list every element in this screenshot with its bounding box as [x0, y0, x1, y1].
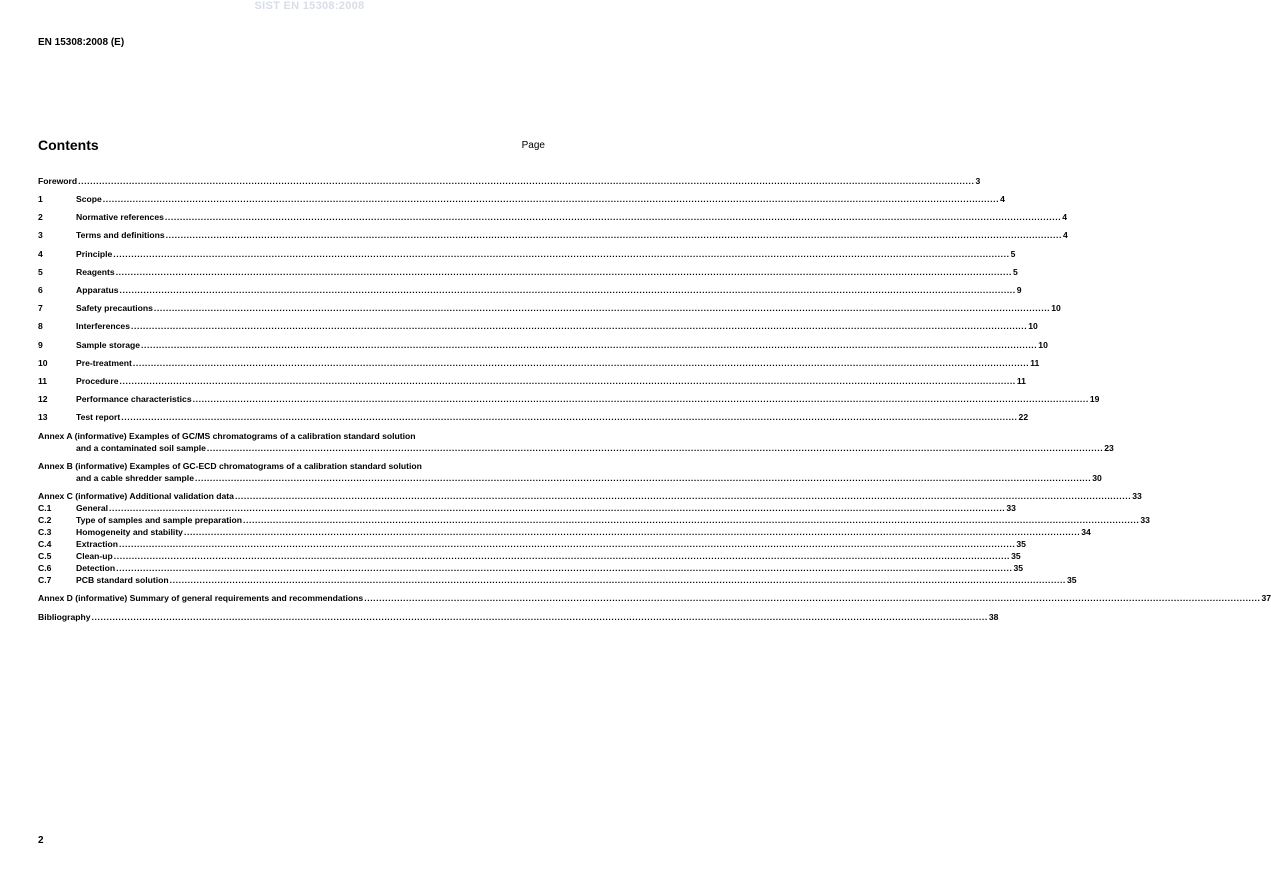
toc-entry-annex-a[interactable]: [76, 442, 1114, 454]
document-id: EN 15308:2008 (E): [38, 37, 125, 48]
toc-title: Terms and definitions: [76, 230, 165, 240]
toc-title: Scope: [76, 194, 102, 204]
toc-leader: ............................................................................................................................................................................................................................................................................................................: [115, 267, 1012, 277]
toc-title: Apparatus: [76, 285, 119, 295]
toc-title: Homogeneity and stability: [76, 527, 183, 537]
toc-entry-c6-detection[interactable]: [38, 562, 1024, 574]
toc-entry-sample-storage[interactable]: [38, 339, 1048, 351]
toc-leader: ............................................................................................................................................................................................................................................................................................................: [109, 503, 1006, 513]
toc-leader: ............................................................................................................................................................................................................................................................................................................: [169, 575, 1066, 585]
watermark: SIST EN 15308:2008: [254, 0, 365, 12]
toc-page: 4: [1062, 230, 1068, 240]
toc-page: 33: [1140, 515, 1150, 525]
page-number: 2: [38, 835, 44, 846]
toc-number: 3: [38, 230, 43, 240]
toc-title: PCB standard solution: [76, 575, 169, 585]
toc-page: 38: [988, 612, 999, 622]
toc-number: 4: [38, 249, 43, 259]
toc-number: 11: [38, 376, 48, 386]
toc-page: 35: [1011, 551, 1021, 561]
toc-title: Performance characteristics: [76, 394, 192, 404]
toc-entry-annex-c[interactable]: [38, 490, 1142, 502]
toc-number: 6: [38, 285, 43, 295]
toc-number: C.3: [38, 527, 52, 537]
toc-leader: ............................................................................................................................................................................................................................................................................................................: [130, 321, 1028, 331]
page-column-label: Page: [521, 140, 545, 151]
toc-title: Reagents: [76, 267, 115, 277]
toc-title: Normative references: [76, 212, 164, 222]
toc-number: 12: [38, 394, 48, 404]
toc-entry-apparatus[interactable]: [38, 284, 1022, 296]
toc-entry-c2-sample-types[interactable]: [38, 514, 1150, 526]
toc-entry-procedure[interactable]: [38, 375, 1026, 387]
toc-entry-normative-references[interactable]: [38, 211, 1067, 223]
toc-title: Detection: [76, 563, 116, 573]
toc-page: 5: [1010, 249, 1016, 259]
toc-page: 33: [1132, 491, 1142, 501]
toc-title: Principle: [76, 249, 113, 259]
toc-entry-principle[interactable]: [38, 248, 1016, 260]
toc-leader: ............................................................................................................................................................................................................................................................................................................: [121, 412, 1018, 422]
toc-leader: ............................................................................................................................................................................................................................................................................................................: [113, 551, 1011, 561]
toc-number: 7: [38, 303, 43, 313]
toc-leader: ............................................................................................................................................................................................................................................................................................................: [165, 230, 1062, 240]
toc-page: 33: [1006, 503, 1016, 513]
toc-page: 35: [1016, 539, 1026, 549]
toc-title: General: [76, 503, 109, 513]
toc-title: Pre-treatment: [76, 358, 132, 368]
table-of-contents: [38, 0, 1271, 877]
toc-leader: ............................................................................................................................................................................................................................................................................................................: [102, 194, 1000, 204]
toc-page: 11: [1016, 376, 1026, 386]
toc-page: 19: [1089, 394, 1100, 404]
toc-title: Interferences: [76, 321, 130, 331]
toc-page: 30: [1092, 473, 1102, 483]
toc-number: C.4: [38, 539, 52, 549]
toc-leader: ............................................................................................................................................................................................................................................................................................................: [78, 176, 975, 186]
toc-title: Annex A (informative) Examples of GC/MS chromatograms of a calibration standard solution: [38, 431, 416, 441]
toc-entry-test-report[interactable]: [38, 411, 1029, 423]
toc-page: 9: [1016, 285, 1022, 295]
toc-page: 35: [1066, 575, 1077, 585]
toc-title: Procedure: [76, 376, 119, 386]
toc-leader: ............................................................................................................................................................................................................................................................................................................: [192, 394, 1089, 404]
toc-title: Safety precautions: [76, 303, 153, 313]
toc-number: 10: [38, 358, 48, 368]
toc-entry-interferences[interactable]: [38, 320, 1038, 332]
toc-leader: ............................................................................................................................................................................................................................................................................................................: [183, 527, 1081, 537]
toc-page: 3: [975, 176, 981, 186]
toc-entry-performance-characteristics[interactable]: [38, 393, 1100, 405]
toc-title: Extraction: [76, 539, 119, 549]
toc-number: C.1: [38, 503, 52, 513]
toc-page: 37: [1261, 593, 1271, 603]
toc-title: Test report: [76, 412, 121, 422]
toc-number: 8: [38, 321, 43, 331]
toc-page: 10: [1051, 303, 1061, 313]
toc-title: Type of samples and sample preparation: [76, 515, 243, 525]
toc-title: and a contaminated soil sample: [76, 443, 206, 453]
toc-leader: ............................................................................................................................................................................................................................................................................................................: [119, 285, 1016, 295]
toc-entry-terms-and-definitions[interactable]: [38, 229, 1068, 241]
toc-entry-pre-treatment[interactable]: [38, 357, 1040, 369]
toc-leader: ............................................................................................................................................................................................................................................................................................................: [153, 303, 1051, 313]
toc-leader: ............................................................................................................................................................................................................................................................................................................: [132, 358, 1030, 368]
toc-title: Clean-up: [76, 551, 113, 561]
toc-number: 5: [38, 267, 43, 277]
toc-number: 2: [38, 212, 43, 222]
toc-entry-c4-extraction[interactable]: [38, 538, 1026, 550]
toc-page: 10: [1028, 321, 1038, 331]
toc-title: Bibliography: [38, 612, 91, 622]
toc-leader: ............................................................................................................................................................................................................................................................................................................: [206, 443, 1104, 453]
toc-entry-scope[interactable]: [38, 193, 1005, 205]
toc-number: C.7: [38, 575, 52, 585]
toc-title: and a cable shredder sample: [76, 473, 194, 483]
toc-leader: ............................................................................................................................................................................................................................................................................................................: [234, 491, 1132, 501]
toc-entry-c5-clean-up[interactable]: [38, 550, 1021, 562]
toc-number: 13: [38, 412, 48, 422]
toc-entry-reagents[interactable]: [38, 266, 1018, 278]
toc-entry-bibliography[interactable]: [38, 611, 999, 623]
toc-leader: ............................................................................................................................................................................................................................................................................................................: [243, 515, 1140, 525]
toc-leader: ............................................................................................................................................................................................................................................................................................................: [364, 593, 1261, 603]
toc-page: 34: [1081, 527, 1091, 537]
toc-leader: ............................................................................................................................................................................................................................................................................................................: [91, 612, 988, 622]
toc-leader: ............................................................................................................................................................................................................................................................................................................: [164, 212, 1062, 222]
toc-leader: ............................................................................................................................................................................................................................................................................................................: [119, 539, 1016, 549]
toc-entry-annex-d[interactable]: [38, 592, 1271, 604]
toc-title: Annex C (informative) Additional validation data: [38, 491, 234, 501]
toc-page: 11: [1030, 358, 1040, 368]
toc-page: 22: [1018, 412, 1029, 422]
toc-page: 10: [1038, 340, 1048, 350]
toc-number: 9: [38, 340, 43, 350]
toc-entry-c1-general[interactable]: [38, 502, 1016, 514]
toc-leader: ............................................................................................................................................................................................................................................................................................................: [141, 340, 1038, 350]
toc-number: C.5: [38, 551, 52, 561]
toc-leader: ............................................................................................................................................................................................................................................................................................................: [116, 563, 1013, 573]
toc-entry-annex-b-heading[interactable]: [38, 460, 545, 472]
toc-leader: ............................................................................................................................................................................................................................................................................................................: [113, 249, 1010, 259]
toc-title: Sample storage: [76, 340, 140, 350]
toc-number: C.2: [38, 515, 52, 525]
toc-page: 35: [1013, 563, 1024, 573]
toc-number: C.6: [38, 563, 52, 573]
toc-entry-foreword[interactable]: [38, 175, 981, 187]
toc-entry-annex-a-heading[interactable]: [38, 430, 545, 442]
contents-title: Contents: [38, 137, 99, 153]
toc-title: Foreword: [38, 176, 78, 186]
toc-entry-c3-homogeneity[interactable]: [38, 526, 1091, 538]
toc-leader: ............................................................................................................................................................................................................................................................................................................: [119, 376, 1016, 386]
toc-page: 4: [1000, 194, 1005, 204]
toc-entry-annex-b[interactable]: [76, 472, 1102, 484]
toc-page: 5: [1012, 267, 1018, 277]
toc-page: 4: [1062, 212, 1067, 222]
toc-leader: ............................................................................................................................................................................................................................................................................................................: [194, 473, 1092, 483]
toc-page: 23: [1104, 443, 1114, 453]
toc-title: Annex B (informative) Examples of GC-ECD chromatograms of a calibration standard solution: [38, 461, 422, 471]
toc-title: Annex D (informative) Summary of general requirements and recommendations: [38, 593, 364, 603]
toc-entry-c7-pcb-standard[interactable]: [38, 574, 1077, 586]
toc-entry-safety-precautions[interactable]: [38, 302, 1061, 314]
toc-number: 1: [38, 194, 43, 204]
